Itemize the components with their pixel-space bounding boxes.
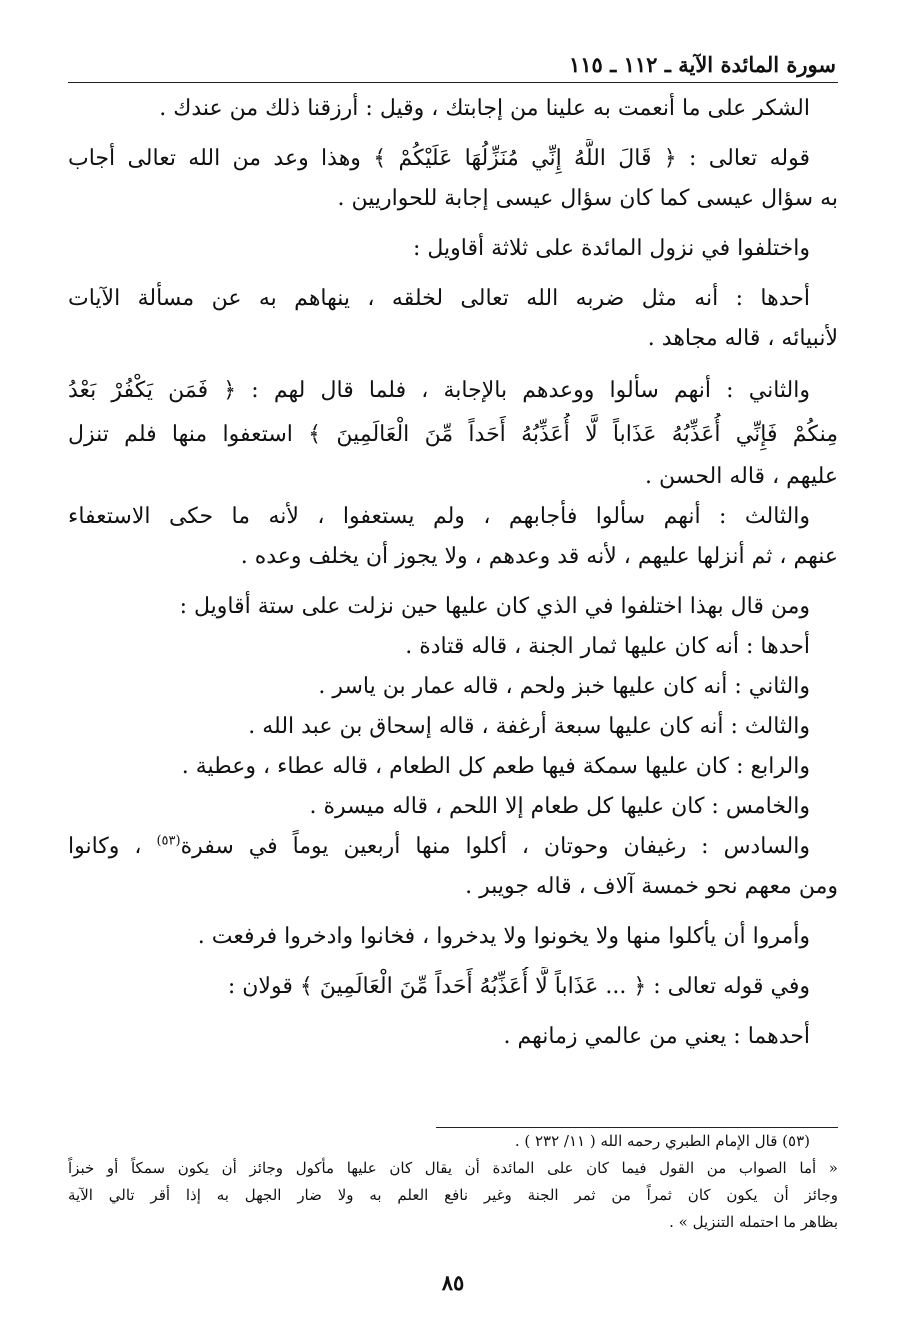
footnote-line: (٥٣) قال الإمام الطبري رحمه الله ( ١١/ ٢٣٢ ) . [514,1132,810,1150]
footnotes-section [68,1127,838,1236]
text-line: أحدها : أنه كان عليها ثمار الجنة ، قاله قتادة . [405,634,810,659]
footnote-reference[interactable]: (٥٣) [156,833,181,849]
text-line: مِنكُمْ فَإِنِّي أُعَذِّبُهُ عَذَاباً لَّا أُعَذِّبُهُ أَحَداً مِّنَ الْعَالَمِينَ ﴾ استعفوا منها فلم تنزل [68,422,838,447]
text-segment: والسادس : رغيفان وحوتان ، أكلوا منها أربعين يوماً في سفرة [180,834,810,859]
text-line: والثاني : أنهم سألوا ووعدهم بالإجابة ، فلما قال لهم : ﴿ فَمَن يَكْفُرْ بَعْدُ [68,378,810,403]
footnote-line: « أما الصواب من القول فيما كان على المائدة أن يقال كان عليها مأكول وجائز أن يكون سمكاً أو خبزاً [68,1159,838,1177]
book-page [68,40,838,1310]
text-line: ومن قال بهذا اختلفوا في الذي كان عليها حين نزلت على ستة أقاويل : [179,594,810,619]
text-line: ومن معهم نحو خمسة آلاف ، قاله جويبر . [465,874,838,899]
text-line: والثالث : أنهم سألوا فأجابهم ، ولم يستعفوا ، لأنه ما حكى الاستعفاء [68,504,810,529]
text-line: أحدهما : يعني من عالمي زمانهم . [503,1024,810,1049]
text-line: واختلفوا في نزول المائدة على ثلاثة أقاويل : [412,236,810,261]
text-line: وفي قوله تعالى : ﴿ ... عَذَاباً لَّا أُعَذِّبُهُ أَحَداً مِّنَ الْعَالَمِينَ ﴾ قولان : [227,974,810,999]
text-line: قوله تعالى : ﴿ قَالَ اللَّهُ إِنِّي مُنَزِّلُهَا عَلَيْكُمْ ﴾ وهذا وعد من الله تعالى أجاب [68,146,810,171]
text-line: عليهم ، قاله الحسن . [644,464,838,489]
text-line: أحدها : أنه مثل ضربه الله تعالى لخلقه ، ينهاهم به عن مسألة الآيات [68,286,810,311]
main-text [68,83,838,1057]
page-header [68,40,838,83]
page-number: ٨٥ [441,1270,465,1295]
text-line: الشكر على ما أنعمت به علينا من إجابتك ، وقيل : أرزقنا ذلك من عندك . [159,96,810,121]
text-line: والثاني : أنه كان عليها خبز ولحم ، قاله عمار بن ياسر . [318,674,810,699]
footnote-line: بظاهر ما احتمله التنزيل » . [669,1213,838,1231]
text-line: والثالث : أنه كان عليها سبعة أرغفة ، قاله إسحاق بن عبد الله . [248,714,810,739]
text-line: وأمروا أن يأكلوا منها ولا يخونوا ولا يدخروا ، فخانوا وادخروا فرفعت . [197,924,810,949]
text-line: والخامس : كان عليها كل طعام إلا اللحم ، قاله ميسرة . [309,794,810,819]
footnote-line: وجائز أن يكون كان ثمراً من ثمر الجنة وغير نافع العلم به ولا ضار الجهل به إذا أقر تالي الآية [68,1186,838,1204]
text-line-with-footnote-ref [68,827,838,867]
text-line: عنهم ، ثم أنزلها عليهم ، لأنه قد وعدهم ، ولا يجوز أن يخلف وعده . [240,544,838,569]
running-title: سورة المائدة الآية ـ ١١٢ ـ ١١٥ [568,52,836,77]
text-line: به سؤال عيسى كما كان سؤال عيسى إجابة للحواريين . [337,186,838,211]
text-line: والرابع : كان عليها سمكة فيها طعم كل الطعام ، قاله عطاء ، وعطية . [181,754,810,779]
text-line: لأنبيائه ، قاله مجاهد . [647,326,838,351]
text-segment: ، وكانوا [68,834,142,859]
